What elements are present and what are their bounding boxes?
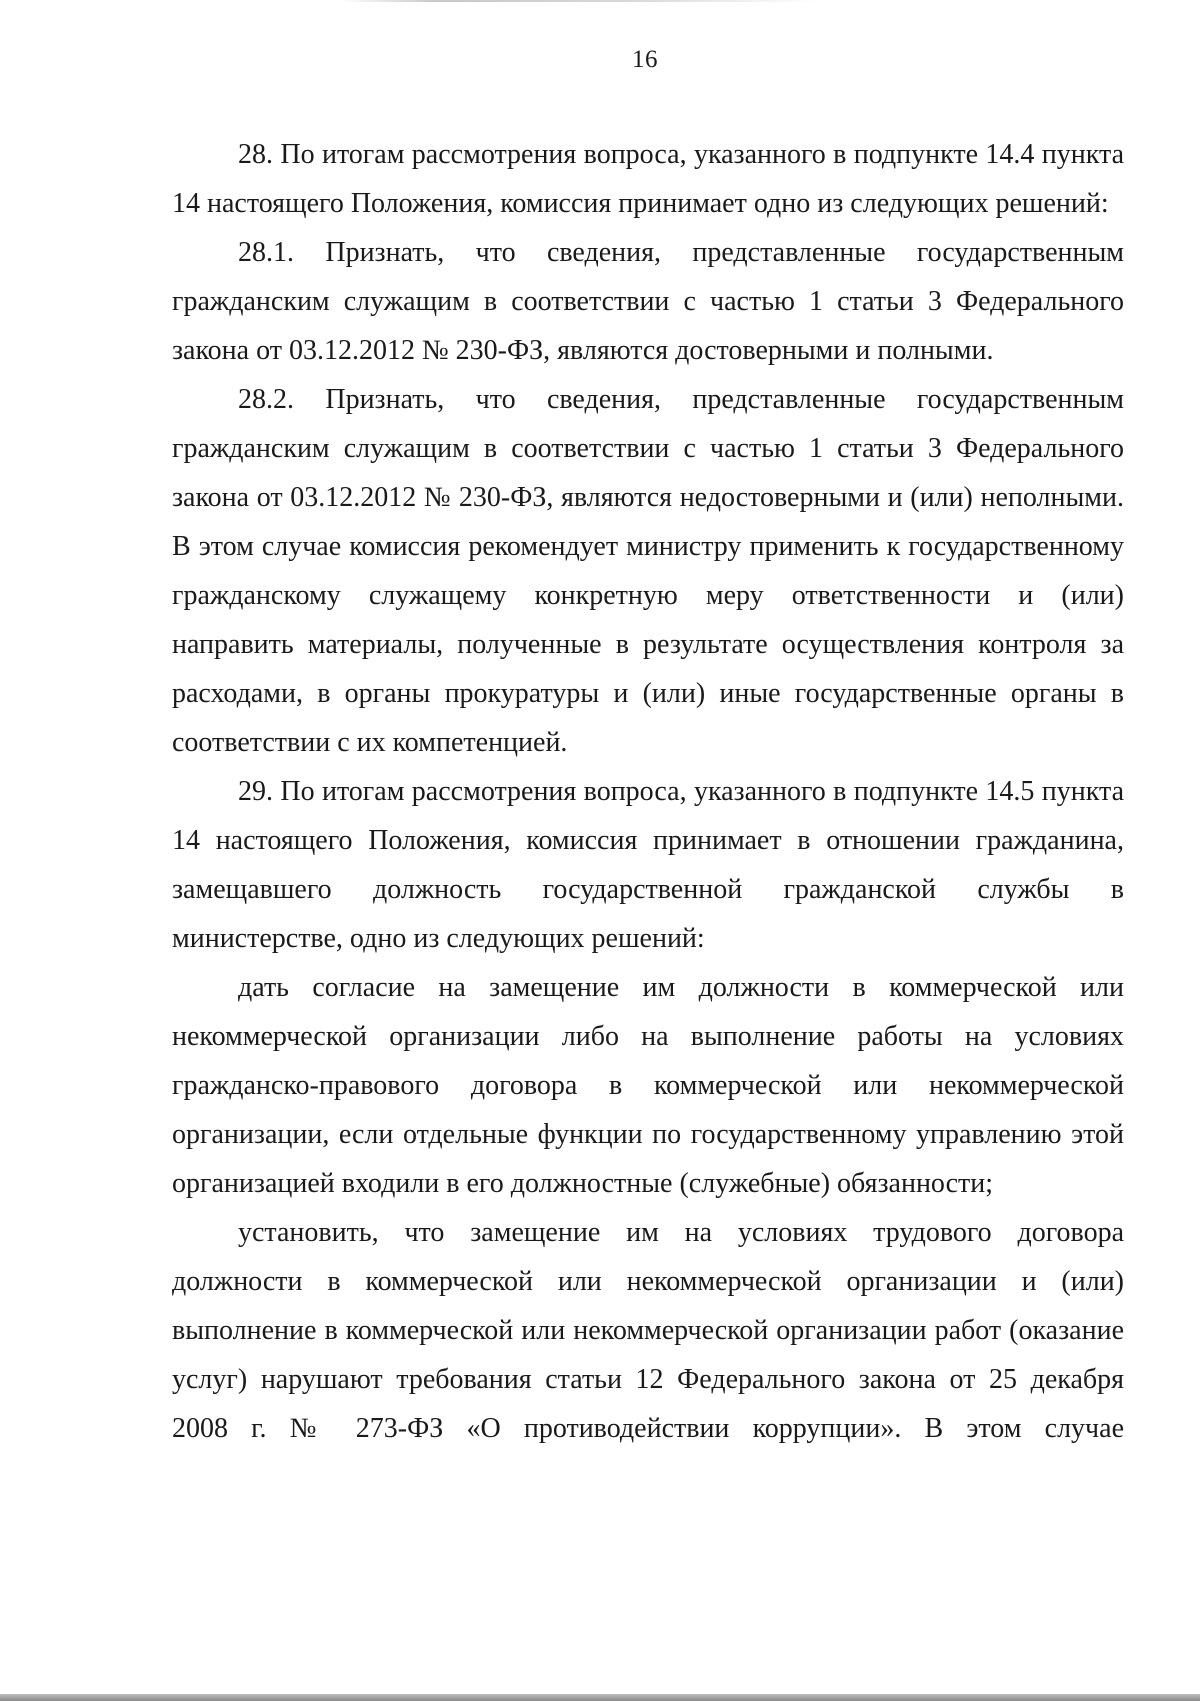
paragraph-29: 29. По итогам рассмотрения вопроса, указанного в подпункте 14.5 пункта 14 настоящего Положения, комиссия принимает в отношении гражданина, замещавшего должность государственной гражданской службы в министерстве, одно из следующих решений: bbox=[172, 776, 1124, 954]
paragraph-28-1: 28.1. Признать, что сведения, представленные государственным гражданским служащим в соответствии с частью 1 статьи 3 Федерального закона от 03.12.2012 № 230-ФЗ, являются достоверными и полными. bbox=[172, 237, 1124, 366]
page-number: 16 bbox=[632, 46, 658, 73]
scan-edge-top bbox=[340, 0, 820, 2]
paragraph-28: 28. По итогам рассмотрения вопроса, указанного в подпункте 14.4 пункта 14 настоящего Положения, комиссия принимает одно из следующих решений: bbox=[172, 139, 1124, 219]
scan-edge-bottom bbox=[0, 1694, 1200, 1701]
document-body bbox=[172, 130, 1124, 1453]
paragraph-29-consent: дать согласие на замещение им должности в коммерческой или некоммерческой организации либо на выполнение работы на условиях гражданско-правового договора в коммерческой или некоммерческой организации, если отдельные функции по государственному управлению этой организацией входили в его должностные (служебные) обязанности; bbox=[172, 972, 1124, 1199]
paragraph-29-violation: установить, что замещение им на условиях трудового договора должности в коммерческой или некоммерческой организации и (или) выполнение в коммерческой или некоммерческой организации работ (оказание услуг) нарушают требования статьи 12 Федерального закона от 25 декабря 2008 г. № 273-ФЗ «О противодействии коррупции». В этом случае bbox=[172, 1217, 1124, 1444]
paragraph-28-2: 28.2. Признать, что сведения, представленные государственным гражданским служащим в соответствии с частью 1 статьи 3 Федерального закона от 03.12.2012 № 230-ФЗ, являются недостоверными и (или) неполными. В этом случае комиссия рекомендует министру применить к государственному гражданскому служащему конкретную меру ответственности и (или) направить материалы, полученные в результате осуществления контроля за расходами, в органы прокуратуры и (или) иные государственные органы в соответствии с их компетенцией. bbox=[172, 384, 1124, 758]
